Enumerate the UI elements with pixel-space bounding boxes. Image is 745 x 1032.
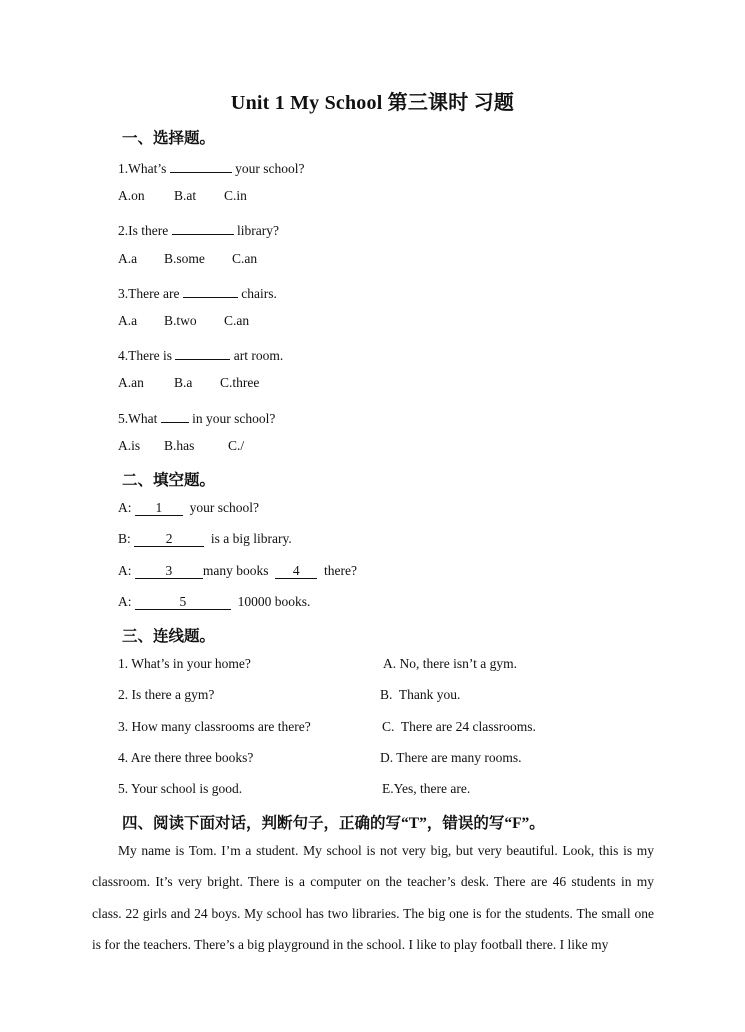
option-c[interactable]: C.an	[224, 313, 250, 328]
question-5-text-end: in your school?	[188, 411, 276, 426]
option-b[interactable]: B.two	[164, 313, 197, 328]
option-c[interactable]: C.three	[220, 375, 260, 390]
match-left-1[interactable]: 1. What’s in your home?	[118, 656, 251, 671]
answer-blank[interactable]	[170, 157, 232, 173]
fill-line-1-text: your school?	[182, 500, 259, 515]
answer-blank[interactable]	[172, 219, 234, 235]
match-right-2[interactable]: B. Thank you.	[380, 687, 461, 702]
question-3-text-end: chairs.	[237, 286, 277, 301]
answer-blank[interactable]	[175, 344, 230, 360]
question-4-options	[118, 375, 259, 391]
fill-blank-3[interactable]: 3	[135, 563, 203, 579]
option-b[interactable]: B.at	[174, 188, 197, 203]
option-a[interactable]: A.is	[118, 438, 141, 453]
speaker-a: A:	[118, 594, 135, 609]
match-left-5[interactable]: 5. Your school is good.	[118, 781, 243, 796]
page-title: Unit 1 My School 第三课时 习题	[230, 92, 515, 114]
question-4	[118, 344, 283, 364]
section-3-heading: 三、连线题。	[122, 628, 216, 645]
reading-passage: My name is Tom. I’m a student. My school is not very big, but very beautiful. Look, this is my classroom. It’s very bright. There is a computer on the teacher’s desk. There are 46 students in my class. 22 girls and 24 boys. My school has two libraries. The big one is for the students. The small one is for the teachers. There’s a big playground in the school. I like to play football there. I like my	[92, 843, 654, 952]
speaker-a: A:	[118, 500, 135, 515]
section-4-heading: 四、阅读下面对话，判断句子，正确的写“T”，错误的写“F”。	[122, 815, 545, 832]
question-2	[118, 219, 279, 239]
fill-line-3	[118, 563, 357, 579]
option-b[interactable]: B.some	[164, 251, 205, 266]
fill-line-2	[118, 531, 292, 547]
option-b[interactable]: B.a	[174, 375, 193, 390]
fill-line-4-text: 10000 books.	[230, 594, 311, 609]
section-1-heading: 一、选择题。	[122, 130, 216, 147]
speaker-a: A:	[118, 563, 135, 578]
question-1-text-end: your school?	[231, 161, 305, 176]
match-right-4[interactable]: D. There are many rooms.	[380, 750, 522, 765]
question-1-options	[118, 188, 247, 204]
question-5	[118, 407, 275, 427]
question-3-text: 3.There are	[118, 286, 183, 301]
fill-line-3-text: many books	[202, 563, 276, 578]
answer-blank[interactable]	[183, 282, 238, 298]
question-2-options	[118, 251, 257, 267]
option-b[interactable]: B.has	[164, 438, 195, 453]
match-right-1[interactable]: A. No, there isn’t a gym.	[383, 656, 517, 671]
fill-blank-4[interactable]: 4	[275, 563, 317, 579]
fill-blank-2[interactable]: 2	[134, 531, 204, 547]
question-3-options	[118, 313, 249, 329]
question-4-text-end: art room.	[230, 348, 284, 363]
fill-blank-1[interactable]: 1	[135, 500, 183, 516]
fill-line-1	[118, 500, 259, 516]
match-left-4[interactable]: 4. Are there three books?	[118, 750, 254, 765]
question-1-text: 1.What’s	[118, 161, 170, 176]
match-left-3[interactable]: 3. How many classrooms are there?	[118, 719, 311, 734]
speaker-b: B:	[118, 531, 135, 546]
question-4-text: 4.There is	[118, 348, 176, 363]
question-3	[118, 282, 277, 302]
option-c[interactable]: C.in	[224, 188, 247, 203]
option-a[interactable]: A.a	[118, 251, 138, 266]
match-left-2[interactable]: 2. Is there a gym?	[118, 687, 215, 702]
option-c[interactable]: C./	[228, 438, 245, 453]
answer-blank[interactable]	[161, 407, 189, 423]
option-a[interactable]: A.a	[118, 313, 138, 328]
option-a[interactable]: A.on	[118, 188, 145, 203]
option-c[interactable]: C.an	[232, 251, 258, 266]
fill-blank-5[interactable]: 5	[135, 594, 231, 610]
match-right-3[interactable]: C. There are 24 classrooms.	[382, 719, 536, 734]
section-2-heading: 二、填空题。	[122, 472, 216, 489]
question-2-text-end: library?	[233, 223, 279, 238]
question-2-text: 2.Is there	[118, 223, 172, 238]
question-5-options	[118, 438, 244, 454]
question-5-text: 5.What	[118, 411, 161, 426]
fill-line-2-text: is a big library.	[204, 531, 292, 546]
fill-line-4	[118, 594, 310, 610]
fill-line-3-text-end: there?	[317, 563, 357, 578]
match-right-5[interactable]: E.Yes, there are.	[382, 781, 471, 796]
option-a[interactable]: A.an	[118, 375, 144, 390]
question-1	[118, 157, 304, 177]
